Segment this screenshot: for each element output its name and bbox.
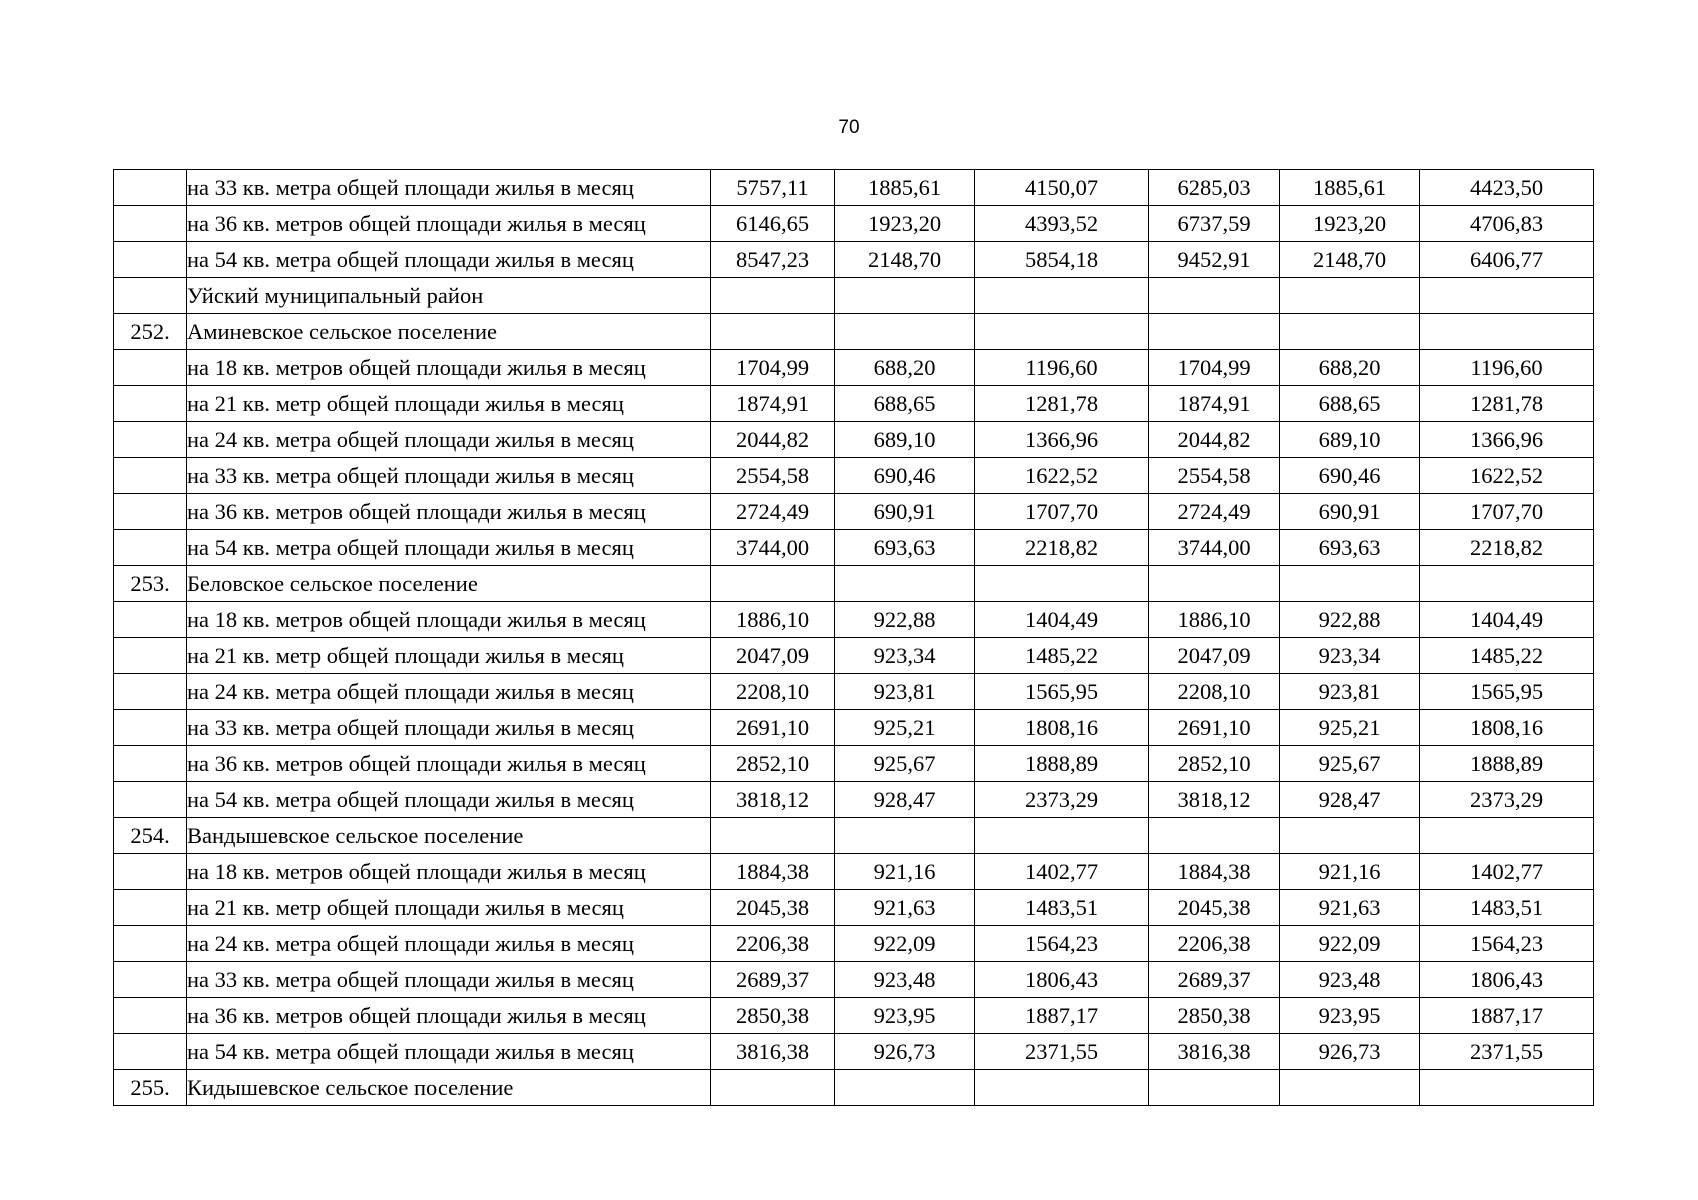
value-cell-5 bbox=[1280, 314, 1420, 350]
value-cell-2: 690,46 bbox=[835, 458, 975, 494]
value-cell-4 bbox=[1149, 1070, 1280, 1106]
value-cell-6: 4423,50 bbox=[1420, 170, 1594, 206]
value-cell-1: 2689,37 bbox=[711, 962, 835, 998]
value-cell-6: 2373,29 bbox=[1420, 782, 1594, 818]
value-cell-1: 2850,38 bbox=[711, 998, 835, 1034]
value-cell-5: 690,91 bbox=[1280, 494, 1420, 530]
row-number-cell bbox=[114, 422, 187, 458]
value-cell-2: 922,88 bbox=[835, 602, 975, 638]
value-cell-5 bbox=[1280, 278, 1420, 314]
row-number-cell bbox=[114, 782, 187, 818]
table-row bbox=[114, 818, 1594, 854]
value-cell-5: 923,34 bbox=[1280, 638, 1420, 674]
row-name-cell: Уйский муниципальный район bbox=[187, 278, 711, 314]
row-number-cell: 253. bbox=[114, 566, 187, 602]
value-cell-6: 1485,22 bbox=[1420, 638, 1594, 674]
value-cell-5: 921,63 bbox=[1280, 890, 1420, 926]
value-cell-4: 3744,00 bbox=[1149, 530, 1280, 566]
value-cell-6: 1888,89 bbox=[1420, 746, 1594, 782]
value-cell-6: 1483,51 bbox=[1420, 890, 1594, 926]
value-cell-3: 4150,07 bbox=[975, 170, 1149, 206]
row-number-cell bbox=[114, 854, 187, 890]
value-cell-5: 922,88 bbox=[1280, 602, 1420, 638]
table-row bbox=[114, 998, 1594, 1034]
row-name-cell: на 54 кв. метра общей площади жилья в месяц bbox=[187, 782, 711, 818]
table-row bbox=[114, 710, 1594, 746]
value-cell-3: 1485,22 bbox=[975, 638, 1149, 674]
row-number-cell bbox=[114, 458, 187, 494]
value-cell-3: 1565,95 bbox=[975, 674, 1149, 710]
value-cell-3 bbox=[975, 1070, 1149, 1106]
value-cell-1 bbox=[711, 1070, 835, 1106]
value-cell-2: 690,91 bbox=[835, 494, 975, 530]
value-cell-5: 923,81 bbox=[1280, 674, 1420, 710]
value-cell-4: 1884,38 bbox=[1149, 854, 1280, 890]
value-cell-4: 3818,12 bbox=[1149, 782, 1280, 818]
value-cell-3: 1622,52 bbox=[975, 458, 1149, 494]
value-cell-1: 1884,38 bbox=[711, 854, 835, 890]
value-cell-2 bbox=[835, 1070, 975, 1106]
value-cell-3: 4393,52 bbox=[975, 206, 1149, 242]
value-cell-1: 1704,99 bbox=[711, 350, 835, 386]
value-cell-4: 2689,37 bbox=[1149, 962, 1280, 998]
value-cell-1: 6146,65 bbox=[711, 206, 835, 242]
value-cell-2: 922,09 bbox=[835, 926, 975, 962]
tariff-table bbox=[113, 169, 1594, 1106]
value-cell-2 bbox=[835, 278, 975, 314]
value-cell-6: 2218,82 bbox=[1420, 530, 1594, 566]
row-name-cell: на 33 кв. метра общей площади жилья в месяц bbox=[187, 710, 711, 746]
row-name-cell: на 54 кв. метра общей площади жилья в месяц bbox=[187, 1034, 711, 1070]
value-cell-5: 688,65 bbox=[1280, 386, 1420, 422]
table-body bbox=[114, 170, 1594, 1106]
value-cell-1: 1886,10 bbox=[711, 602, 835, 638]
row-number-cell bbox=[114, 386, 187, 422]
value-cell-5: 925,21 bbox=[1280, 710, 1420, 746]
value-cell-5: 923,48 bbox=[1280, 962, 1420, 998]
row-number-cell bbox=[114, 242, 187, 278]
row-name-cell: на 18 кв. метров общей площади жилья в месяц bbox=[187, 602, 711, 638]
value-cell-5: 688,20 bbox=[1280, 350, 1420, 386]
value-cell-5 bbox=[1280, 1070, 1420, 1106]
value-cell-4: 2047,09 bbox=[1149, 638, 1280, 674]
value-cell-1: 1874,91 bbox=[711, 386, 835, 422]
value-cell-5: 689,10 bbox=[1280, 422, 1420, 458]
row-number-cell bbox=[114, 350, 187, 386]
table-row bbox=[114, 746, 1594, 782]
value-cell-5: 923,95 bbox=[1280, 998, 1420, 1034]
value-cell-3: 1196,60 bbox=[975, 350, 1149, 386]
table-row bbox=[114, 422, 1594, 458]
value-cell-2: 921,16 bbox=[835, 854, 975, 890]
value-cell-2: 928,47 bbox=[835, 782, 975, 818]
value-cell-4: 6285,03 bbox=[1149, 170, 1280, 206]
value-cell-2: 923,95 bbox=[835, 998, 975, 1034]
value-cell-6: 1196,60 bbox=[1420, 350, 1594, 386]
value-cell-5: 690,46 bbox=[1280, 458, 1420, 494]
table-row bbox=[114, 206, 1594, 242]
value-cell-5: 693,63 bbox=[1280, 530, 1420, 566]
table-row bbox=[114, 458, 1594, 494]
value-cell-6: 4706,83 bbox=[1420, 206, 1594, 242]
row-name-cell: на 36 кв. метров общей площади жилья в месяц bbox=[187, 746, 711, 782]
value-cell-4: 2554,58 bbox=[1149, 458, 1280, 494]
value-cell-6 bbox=[1420, 314, 1594, 350]
value-cell-4: 1886,10 bbox=[1149, 602, 1280, 638]
value-cell-4: 2850,38 bbox=[1149, 998, 1280, 1034]
value-cell-5 bbox=[1280, 566, 1420, 602]
value-cell-3: 1483,51 bbox=[975, 890, 1149, 926]
row-name-cell: на 54 кв. метра общей площади жилья в месяц bbox=[187, 242, 711, 278]
value-cell-5: 921,16 bbox=[1280, 854, 1420, 890]
row-name-cell: на 54 кв. метра общей площади жилья в месяц bbox=[187, 530, 711, 566]
value-cell-6 bbox=[1420, 1070, 1594, 1106]
value-cell-3: 2371,55 bbox=[975, 1034, 1149, 1070]
value-cell-2 bbox=[835, 566, 975, 602]
value-cell-6: 1565,95 bbox=[1420, 674, 1594, 710]
value-cell-2 bbox=[835, 314, 975, 350]
row-number-cell: 252. bbox=[114, 314, 187, 350]
value-cell-4: 2691,10 bbox=[1149, 710, 1280, 746]
value-cell-3: 2218,82 bbox=[975, 530, 1149, 566]
value-cell-6: 1887,17 bbox=[1420, 998, 1594, 1034]
row-number-cell bbox=[114, 494, 187, 530]
value-cell-4: 2206,38 bbox=[1149, 926, 1280, 962]
value-cell-1 bbox=[711, 314, 835, 350]
value-cell-1 bbox=[711, 278, 835, 314]
value-cell-3: 1564,23 bbox=[975, 926, 1149, 962]
value-cell-2: 925,67 bbox=[835, 746, 975, 782]
value-cell-6: 1707,70 bbox=[1420, 494, 1594, 530]
value-cell-2 bbox=[835, 818, 975, 854]
row-number-cell bbox=[114, 926, 187, 962]
value-cell-4 bbox=[1149, 566, 1280, 602]
table-row bbox=[114, 314, 1594, 350]
value-cell-6: 1808,16 bbox=[1420, 710, 1594, 746]
value-cell-2: 1885,61 bbox=[835, 170, 975, 206]
value-cell-5: 922,09 bbox=[1280, 926, 1420, 962]
row-name-cell: на 21 кв. метр общей площади жилья в месяц bbox=[187, 890, 711, 926]
value-cell-1: 3816,38 bbox=[711, 1034, 835, 1070]
table-row bbox=[114, 782, 1594, 818]
value-cell-4: 2044,82 bbox=[1149, 422, 1280, 458]
row-name-cell: на 36 кв. метров общей площади жилья в месяц bbox=[187, 998, 711, 1034]
row-name-cell: на 24 кв. метра общей площади жилья в месяц bbox=[187, 674, 711, 710]
value-cell-3: 5854,18 bbox=[975, 242, 1149, 278]
value-cell-1: 3818,12 bbox=[711, 782, 835, 818]
row-name-cell: на 33 кв. метра общей площади жилья в месяц bbox=[187, 170, 711, 206]
row-number-cell bbox=[114, 674, 187, 710]
row-number-cell bbox=[114, 530, 187, 566]
value-cell-4: 3816,38 bbox=[1149, 1034, 1280, 1070]
row-number-cell bbox=[114, 206, 187, 242]
table-row bbox=[114, 674, 1594, 710]
value-cell-4: 2724,49 bbox=[1149, 494, 1280, 530]
value-cell-1: 3744,00 bbox=[711, 530, 835, 566]
row-name-cell: на 24 кв. метра общей площади жилья в месяц bbox=[187, 422, 711, 458]
value-cell-6 bbox=[1420, 278, 1594, 314]
value-cell-1: 2724,49 bbox=[711, 494, 835, 530]
value-cell-2: 688,20 bbox=[835, 350, 975, 386]
row-number-cell bbox=[114, 1034, 187, 1070]
value-cell-1: 5757,11 bbox=[711, 170, 835, 206]
row-number-cell bbox=[114, 170, 187, 206]
value-cell-6: 1806,43 bbox=[1420, 962, 1594, 998]
value-cell-2: 923,81 bbox=[835, 674, 975, 710]
value-cell-3 bbox=[975, 818, 1149, 854]
value-cell-3: 1404,49 bbox=[975, 602, 1149, 638]
value-cell-4 bbox=[1149, 278, 1280, 314]
table-row bbox=[114, 1070, 1594, 1106]
table-row bbox=[114, 170, 1594, 206]
value-cell-6: 1564,23 bbox=[1420, 926, 1594, 962]
value-cell-2: 923,34 bbox=[835, 638, 975, 674]
value-cell-6: 6406,77 bbox=[1420, 242, 1594, 278]
value-cell-4: 2208,10 bbox=[1149, 674, 1280, 710]
value-cell-1: 2044,82 bbox=[711, 422, 835, 458]
value-cell-5: 1885,61 bbox=[1280, 170, 1420, 206]
row-name-cell: Кидышевское сельское поселение bbox=[187, 1070, 711, 1106]
value-cell-4: 1704,99 bbox=[1149, 350, 1280, 386]
table-row bbox=[114, 530, 1594, 566]
row-name-cell: на 18 кв. метров общей площади жилья в месяц bbox=[187, 350, 711, 386]
value-cell-6: 1281,78 bbox=[1420, 386, 1594, 422]
row-name-cell: на 36 кв. метров общей площади жилья в месяц bbox=[187, 494, 711, 530]
value-cell-2: 689,10 bbox=[835, 422, 975, 458]
value-cell-4: 1874,91 bbox=[1149, 386, 1280, 422]
value-cell-3: 1707,70 bbox=[975, 494, 1149, 530]
row-name-cell: Аминевское сельское поселение bbox=[187, 314, 711, 350]
value-cell-3 bbox=[975, 278, 1149, 314]
value-cell-4 bbox=[1149, 314, 1280, 350]
value-cell-6: 1622,52 bbox=[1420, 458, 1594, 494]
value-cell-4: 2045,38 bbox=[1149, 890, 1280, 926]
value-cell-6 bbox=[1420, 566, 1594, 602]
value-cell-6 bbox=[1420, 818, 1594, 854]
table-row bbox=[114, 1034, 1594, 1070]
row-name-cell: на 21 кв. метр общей площади жилья в месяц bbox=[187, 638, 711, 674]
row-name-cell: на 33 кв. метра общей площади жилья в месяц bbox=[187, 458, 711, 494]
value-cell-6: 2371,55 bbox=[1420, 1034, 1594, 1070]
value-cell-3: 1808,16 bbox=[975, 710, 1149, 746]
row-number-cell bbox=[114, 278, 187, 314]
value-cell-2: 688,65 bbox=[835, 386, 975, 422]
table-row bbox=[114, 854, 1594, 890]
value-cell-4: 9452,91 bbox=[1149, 242, 1280, 278]
table-row bbox=[114, 962, 1594, 998]
table-row bbox=[114, 890, 1594, 926]
value-cell-3 bbox=[975, 566, 1149, 602]
value-cell-4 bbox=[1149, 818, 1280, 854]
value-cell-3: 1806,43 bbox=[975, 962, 1149, 998]
value-cell-1: 2208,10 bbox=[711, 674, 835, 710]
value-cell-1: 2045,38 bbox=[711, 890, 835, 926]
row-number-cell bbox=[114, 998, 187, 1034]
value-cell-5: 2148,70 bbox=[1280, 242, 1420, 278]
value-cell-5: 926,73 bbox=[1280, 1034, 1420, 1070]
value-cell-5: 1923,20 bbox=[1280, 206, 1420, 242]
table-row bbox=[114, 350, 1594, 386]
value-cell-1: 8547,23 bbox=[711, 242, 835, 278]
table-row bbox=[114, 386, 1594, 422]
value-cell-1 bbox=[711, 818, 835, 854]
row-number-cell: 255. bbox=[114, 1070, 187, 1106]
row-number-cell bbox=[114, 638, 187, 674]
value-cell-6: 1402,77 bbox=[1420, 854, 1594, 890]
value-cell-3: 1281,78 bbox=[975, 386, 1149, 422]
row-number-cell bbox=[114, 602, 187, 638]
value-cell-6: 1366,96 bbox=[1420, 422, 1594, 458]
value-cell-3: 1366,96 bbox=[975, 422, 1149, 458]
row-name-cell: на 21 кв. метр общей площади жилья в месяц bbox=[187, 386, 711, 422]
value-cell-2: 923,48 bbox=[835, 962, 975, 998]
row-number-cell: 254. bbox=[114, 818, 187, 854]
table-row bbox=[114, 494, 1594, 530]
value-cell-1: 2852,10 bbox=[711, 746, 835, 782]
value-cell-5: 925,67 bbox=[1280, 746, 1420, 782]
row-number-cell bbox=[114, 962, 187, 998]
value-cell-1 bbox=[711, 566, 835, 602]
row-name-cell: на 36 кв. метров общей площади жилья в месяц bbox=[187, 206, 711, 242]
table-row bbox=[114, 926, 1594, 962]
row-number-cell bbox=[114, 746, 187, 782]
table-row bbox=[114, 278, 1594, 314]
value-cell-2: 693,63 bbox=[835, 530, 975, 566]
value-cell-2: 2148,70 bbox=[835, 242, 975, 278]
table-row bbox=[114, 566, 1594, 602]
value-cell-1: 2047,09 bbox=[711, 638, 835, 674]
row-number-cell bbox=[114, 710, 187, 746]
row-name-cell: на 33 кв. метра общей площади жилья в месяц bbox=[187, 962, 711, 998]
value-cell-1: 2206,38 bbox=[711, 926, 835, 962]
value-cell-3: 1888,89 bbox=[975, 746, 1149, 782]
value-cell-5 bbox=[1280, 818, 1420, 854]
row-name-cell: Беловское сельское поселение bbox=[187, 566, 711, 602]
value-cell-2: 1923,20 bbox=[835, 206, 975, 242]
value-cell-6: 1404,49 bbox=[1420, 602, 1594, 638]
value-cell-5: 928,47 bbox=[1280, 782, 1420, 818]
value-cell-4: 2852,10 bbox=[1149, 746, 1280, 782]
value-cell-1: 2691,10 bbox=[711, 710, 835, 746]
page-number: 70 bbox=[838, 117, 860, 138]
value-cell-3: 1402,77 bbox=[975, 854, 1149, 890]
value-cell-2: 921,63 bbox=[835, 890, 975, 926]
value-cell-1: 2554,58 bbox=[711, 458, 835, 494]
value-cell-3: 1887,17 bbox=[975, 998, 1149, 1034]
row-name-cell: на 24 кв. метра общей площади жилья в месяц bbox=[187, 926, 711, 962]
value-cell-2: 926,73 bbox=[835, 1034, 975, 1070]
row-number-cell bbox=[114, 890, 187, 926]
value-cell-3 bbox=[975, 314, 1149, 350]
table-row bbox=[114, 638, 1594, 674]
value-cell-4: 6737,59 bbox=[1149, 206, 1280, 242]
table-row bbox=[114, 602, 1594, 638]
value-cell-2: 925,21 bbox=[835, 710, 975, 746]
value-cell-3: 2373,29 bbox=[975, 782, 1149, 818]
table-row bbox=[114, 242, 1594, 278]
row-name-cell: на 18 кв. метров общей площади жилья в месяц bbox=[187, 854, 711, 890]
row-name-cell: Вандышевское сельское поселение bbox=[187, 818, 711, 854]
